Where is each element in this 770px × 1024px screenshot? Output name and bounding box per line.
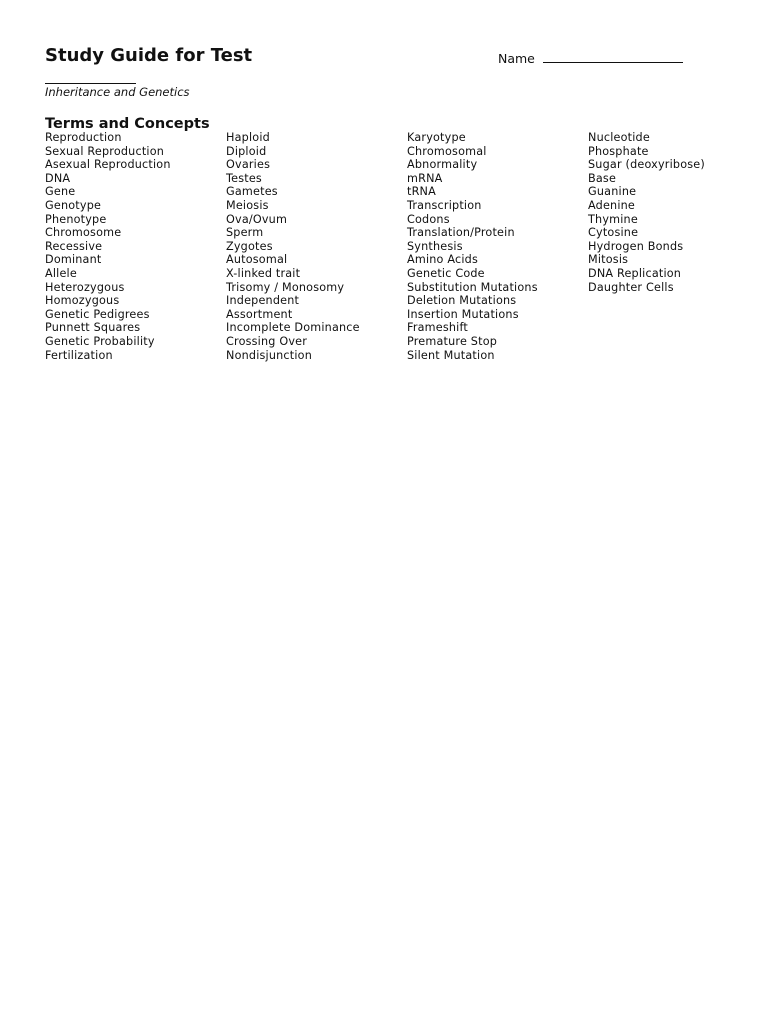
term-item: Heterozygous	[45, 280, 125, 294]
term-item: Genetic Code	[407, 266, 485, 280]
term-item: Trisomy / Monosomy	[226, 280, 345, 294]
term-item: Zygotes	[226, 239, 273, 253]
term-item: Sperm	[226, 226, 264, 240]
term-item: Premature Stop	[407, 334, 498, 348]
term-item: Asexual Reproduction	[45, 158, 171, 172]
term-item: DNA	[45, 171, 71, 185]
page-title: Study Guide for Test	[45, 45, 253, 66]
term-item: Transcription	[407, 198, 482, 212]
name-label: Name	[498, 51, 535, 66]
term-item: Guanine	[588, 185, 637, 199]
term-item: Insertion Mutations	[407, 307, 519, 321]
term-item: Genetic Pedigrees	[45, 307, 150, 321]
term-item: Silent Mutation	[407, 348, 495, 362]
term-item: Sexual Reproduction	[45, 144, 165, 158]
term-item: Phosphate	[588, 144, 649, 158]
term-item: Amino Acids	[407, 253, 478, 267]
term-item: Incomplete Dominance	[226, 321, 360, 335]
term-item: Karyotype	[407, 131, 466, 144]
term-item: Homozygous	[45, 294, 120, 308]
term-item: Nondisjunction	[226, 348, 313, 362]
term-item: Assortment	[226, 307, 293, 321]
term-column-4	[588, 131, 705, 294]
term-item: Chromosome	[45, 226, 122, 240]
term-item: DNA Replication	[588, 266, 682, 280]
term-item: Deletion Mutations	[407, 294, 517, 308]
term-column-1	[45, 131, 171, 362]
term-item: Base	[588, 171, 617, 185]
term-item: tRNA	[407, 185, 436, 199]
term-item: Nucleotide	[588, 131, 650, 144]
term-column-2	[226, 131, 360, 362]
term-item: Ova/Ovum	[226, 212, 288, 226]
term-item: Abnormality	[407, 158, 478, 172]
name-field	[498, 50, 683, 67]
term-item: Cytosine	[588, 226, 639, 240]
name-blank-line	[543, 50, 683, 63]
term-item: mRNA	[407, 171, 443, 185]
term-item: Allele	[45, 266, 77, 280]
term-item: Synthesis	[407, 239, 463, 253]
term-item: Crossing Over	[226, 334, 308, 348]
term-item: Mitosis	[588, 253, 629, 267]
term-item: Frameshift	[407, 321, 469, 335]
term-item: Codons	[407, 212, 450, 226]
term-item: Haploid	[226, 131, 270, 144]
term-item: X-linked trait	[226, 266, 301, 280]
term-item: Reproduction	[45, 131, 122, 144]
term-item: Diploid	[226, 144, 267, 158]
term-item: Meiosis	[226, 198, 269, 212]
term-item: Genotype	[45, 198, 102, 212]
term-item: Thymine	[588, 212, 638, 226]
term-item: Gametes	[226, 185, 278, 199]
term-item: Fertilization	[45, 348, 113, 362]
section-heading: Terms and Concepts	[45, 116, 210, 132]
term-item: Phenotype	[45, 212, 107, 226]
term-item: Adenine	[588, 198, 636, 212]
term-item: Sugar (deoxyribose)	[588, 158, 705, 172]
term-item: Ovaries	[226, 158, 271, 172]
term-item: Punnett Squares	[45, 321, 141, 335]
term-item: Translation/Protein	[407, 226, 515, 240]
term-item: Daughter Cells	[588, 280, 674, 294]
term-column-3	[407, 131, 538, 362]
term-item: Recessive	[45, 239, 103, 253]
page-subtitle: Inheritance and Genetics	[45, 85, 190, 99]
term-item: Chromosomal	[407, 144, 487, 158]
term-item: Independent	[226, 294, 300, 308]
term-item: Hydrogen Bonds	[588, 239, 684, 253]
term-item: Testes	[226, 171, 262, 185]
term-item: Dominant	[45, 253, 102, 267]
term-item: Gene	[45, 185, 76, 199]
term-item: Genetic Probability	[45, 334, 155, 348]
term-item: Substitution Mutations	[407, 280, 538, 294]
term-item: Autosomal	[226, 253, 288, 267]
